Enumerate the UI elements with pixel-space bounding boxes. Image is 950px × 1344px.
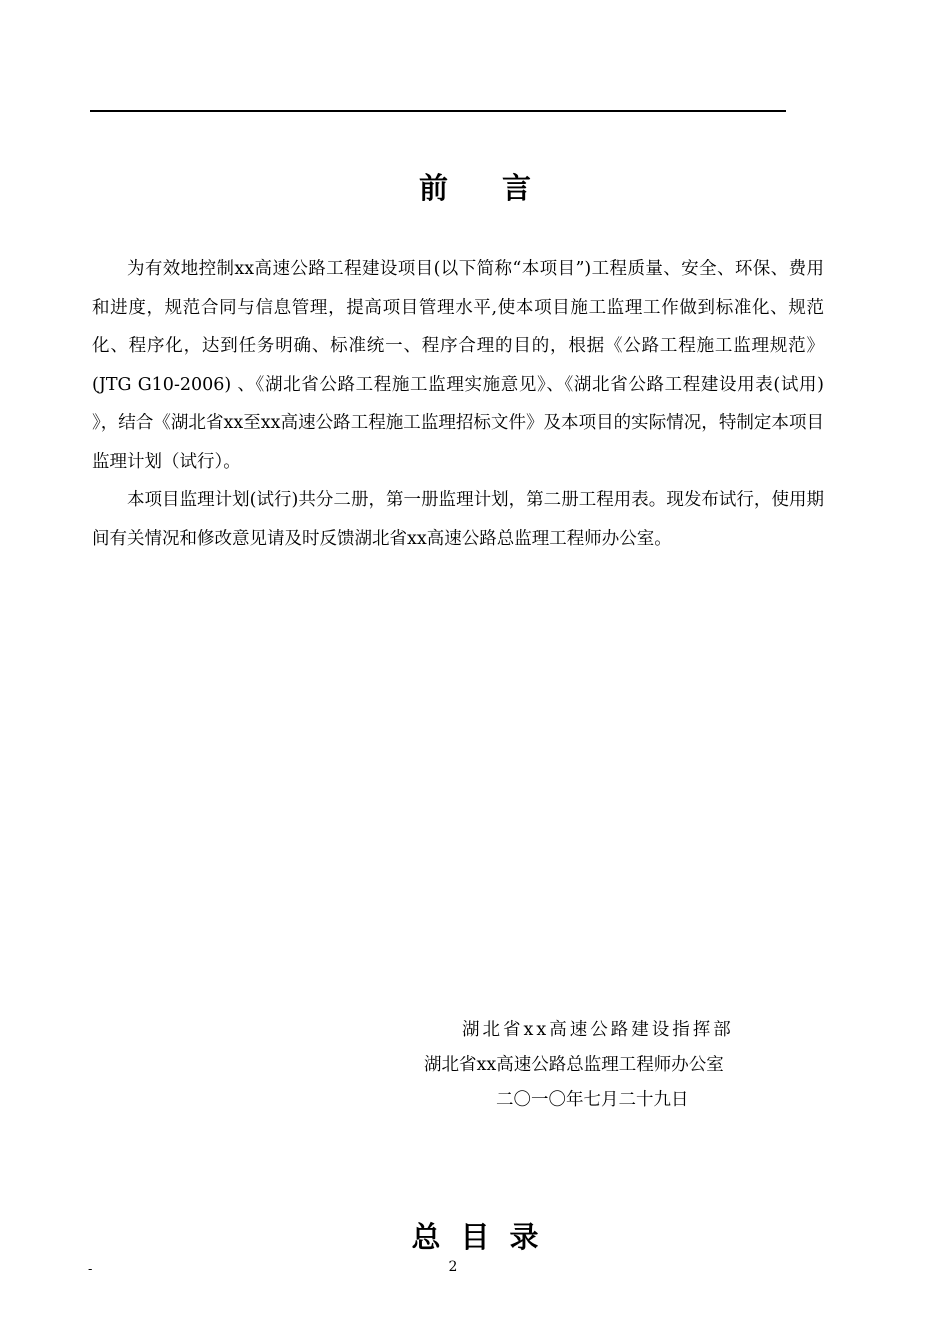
signature-issuer: 湖北省xx高速公路建设指挥部 [462, 1020, 734, 1040]
preface-body [92, 250, 824, 558]
preface-paragraph-2: 本项目监理计划(试行)共分二册，第一册监理计划，第二册工程用表。现发布试行，使用期间有关情况和修改意见请及时反馈湖北省xx高速公路总监理工程师办公室。 [92, 490, 824, 549]
preface-title: 前言 [418, 171, 585, 205]
header-rule [90, 110, 786, 112]
page-number: 2 [448, 1259, 458, 1275]
preface-paragraph-1: 为有效地控制xx高速公路工程建设项目(以下简称“本项目”)工程质量、安全、环保、费用和进度，规范合同与信息管理，提高项目管理水平,使本项目施工监理工作做到标准化、规范化、程序化，达到任务明确、标准统一、程序合理的目的，根据《公路工程施工监理规范》(JTG G10-2006) 、《湖北省公路工程施工监理实施意见》、《湖北省公路工程建设用表(试用) 》，结合《湖北省xx至xx高速公路工程施工监理招标文件》及本项目的实际情况，特制定本项目监理计划（试行）。 [92, 259, 824, 472]
toc-title: 总目录 [411, 1220, 559, 1254]
signature-date: 二〇一〇年七月二十九日 [496, 1090, 689, 1110]
signature-office: 湖北省xx高速公路总监理工程师办公室 [424, 1055, 724, 1075]
footer-dash: - [88, 1262, 93, 1277]
